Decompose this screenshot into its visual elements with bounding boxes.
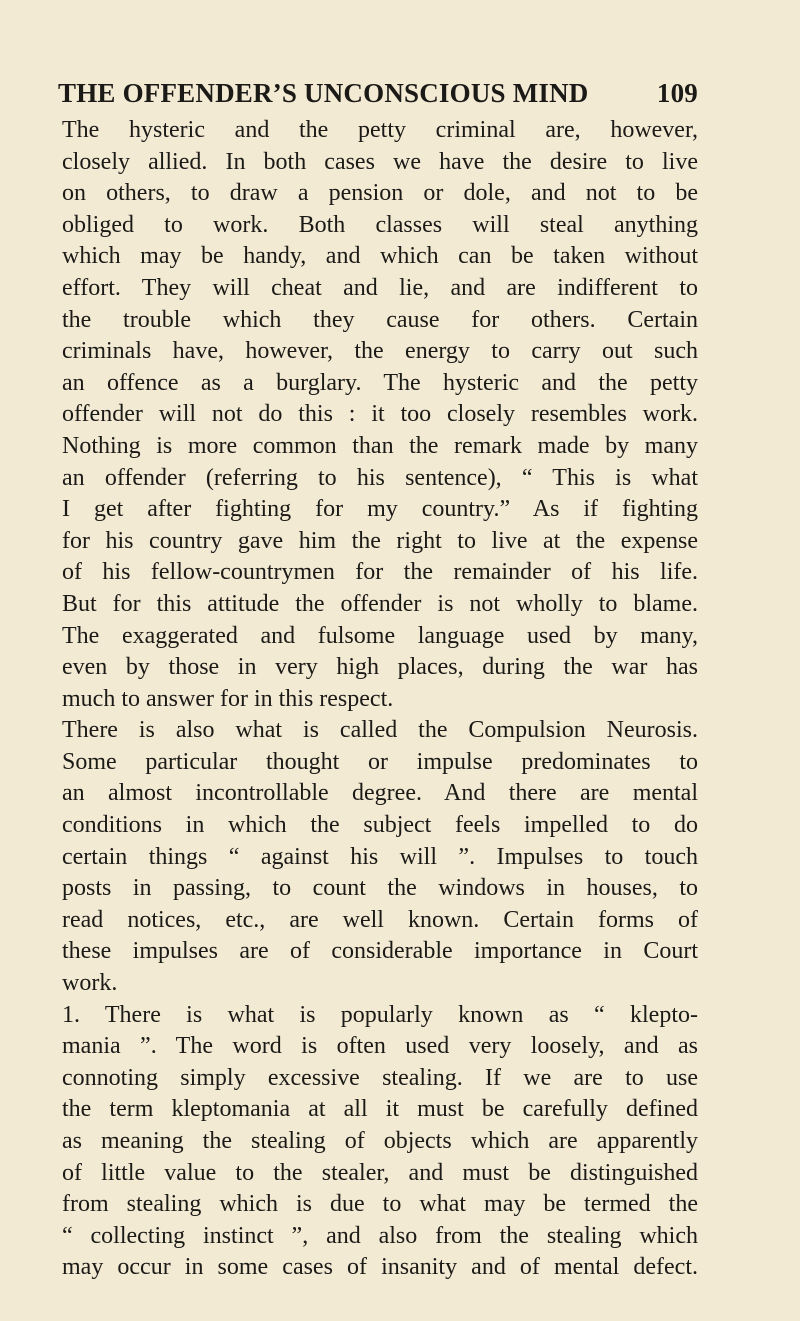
body-text — [62, 115, 698, 1284]
text-line: the term kleptomania at all it must be carefully defined — [62, 1096, 698, 1123]
text-line: an almost incontrollable degree. And there are mental — [62, 780, 698, 807]
text-line: as meaning the stealing of objects which are apparently — [62, 1128, 698, 1154]
text-line: closely allied. In both cases we have the desire to live — [62, 148, 698, 175]
text-line: even by those in very high places, during the war has — [62, 654, 698, 681]
text-line: these impulses are of considerable importance in Court — [62, 938, 698, 965]
text-line: read notices, etc., are well known. Certain forms of — [62, 906, 698, 933]
text-line: work. — [62, 970, 118, 997]
text-line: much to answer for in this respect. — [62, 685, 394, 712]
text-line: Nothing is more common than the remark made by many — [62, 432, 698, 459]
text-line: I get after fighting for my country.” As if fighting — [62, 496, 698, 523]
text-line: offender will not do this : it too closely resembles work. — [62, 401, 698, 428]
text-line: The hysteric and the petty criminal are, however, — [62, 117, 698, 143]
running-title: THE OFFENDER’S UNCONSCIOUS MIND — [58, 78, 589, 108]
text-line: 1. There is what is popularly known as “ klepto- — [62, 1001, 698, 1028]
text-line: an offence as a burglary. The hysteric and the petty — [62, 369, 698, 396]
text-line: the trouble which they cause for others. Certain — [62, 306, 698, 333]
text-line: posts in passing, to count the windows in houses, to — [62, 875, 698, 902]
text-line: certain things “ against his will ”. Impulses to touch — [62, 843, 698, 870]
text-line: which may be handy, and which can be taken without — [62, 243, 698, 270]
text-line: criminals have, however, the energy to carry out such — [62, 338, 698, 365]
page-number: 109 — [656, 78, 698, 108]
text-line: connoting simply excessive stealing. If we are to use — [62, 1064, 698, 1091]
text-line: of his fellow-countrymen for the remainder of his life. — [62, 559, 698, 586]
running-header — [58, 78, 698, 109]
text-line: obliged to work. Both classes will steal anything — [62, 211, 698, 238]
text-line: an offender (referring to his sentence), “ This is what — [62, 464, 698, 491]
text-line: for his country gave him the right to live at the expense — [62, 527, 698, 554]
text-line: The exaggerated and fulsome language used by many, — [62, 622, 698, 649]
text-line: Some particular thought or impulse predominates to — [62, 748, 698, 775]
text-line: effort. They will cheat and lie, and are indifferent to — [62, 274, 698, 301]
text-line: But for this attitude the offender is not wholly to blame. — [62, 590, 698, 617]
text-line: on others, to draw a pension or dole, and not to be — [62, 180, 698, 207]
text-line: There is also what is called the Compulsion Neurosis. — [62, 717, 698, 744]
text-line: from stealing which is due to what may be termed the — [62, 1191, 698, 1218]
text-line: “ collecting instinct ”, and also from the stealing which — [62, 1222, 698, 1249]
text-line: may occur in some cases of insanity and of mental defect. — [62, 1254, 698, 1281]
text-line: conditions in which the subject feels impelled to do — [62, 812, 698, 839]
text-line: of little value to the stealer, and must be distinguished — [62, 1159, 698, 1186]
text-line: mania ”. The word is often used very loosely, and as — [62, 1033, 698, 1060]
